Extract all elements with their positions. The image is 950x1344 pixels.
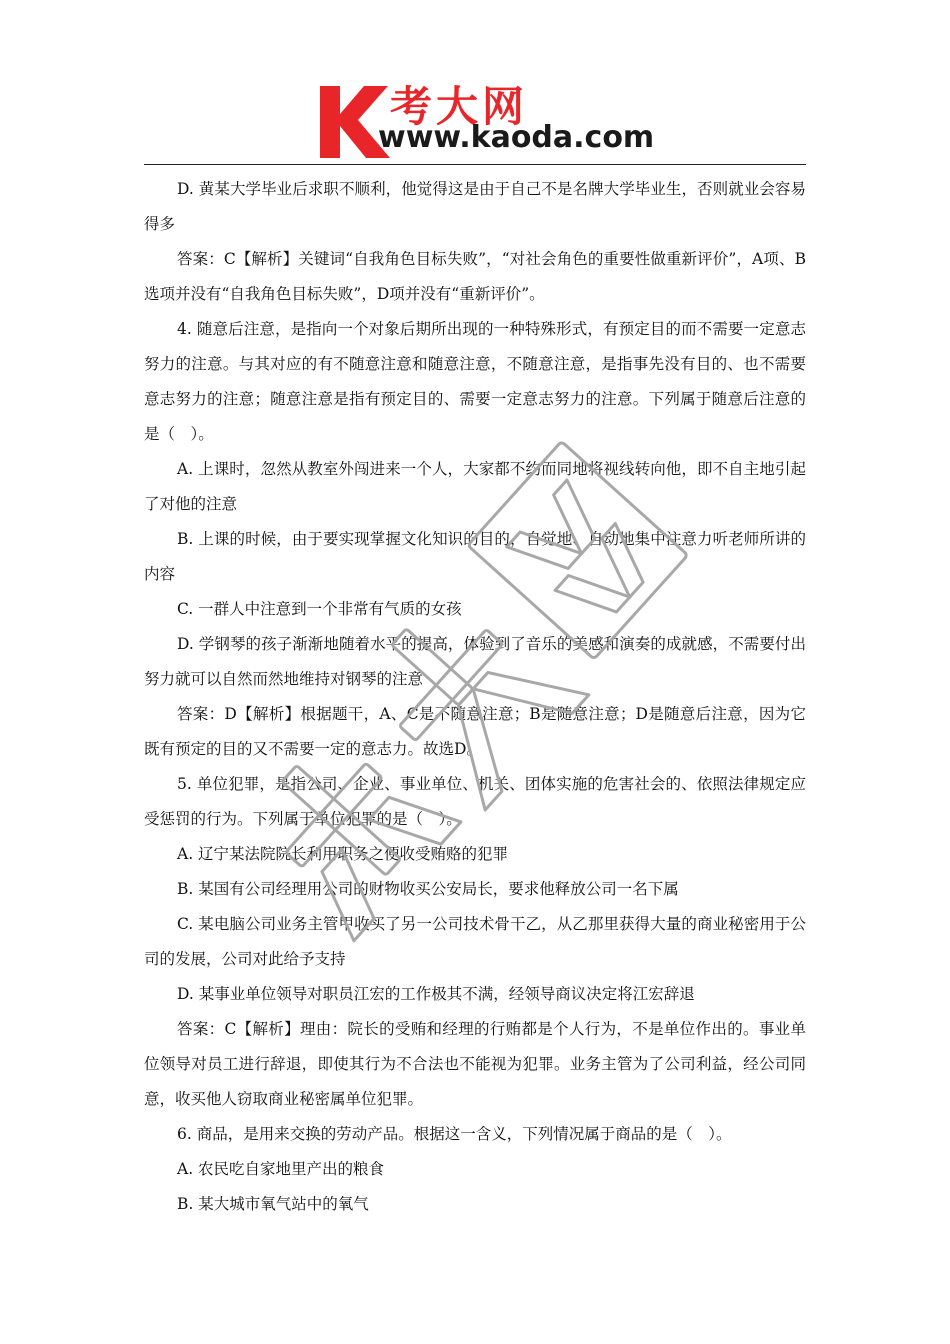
option-4c: C. 一群人中注意到一个非常有气质的女孩 [177,600,462,618]
option-3d: D. 黄某大学毕业后求职不顺利，他觉得这是由于自己不是名牌大学毕业生，否则就业会容易得多 [144,180,806,233]
option-5c: C. 某电脑公司业务主管甲收买了另一公司技术骨干乙，从乙那里获得大量的商业秘密用于公司的发展，公司对此给予支持 [144,915,806,968]
answer-5: 答案：C【解析】理由：院长的受贿和经理的行贿都是个人行为，不是单位作出的。事业单位领导对员工进行辞退，即使其行为不合法也不能视为犯罪。业务主管为了公司利益，经公司同意，收买他人窃取商业秘密属单位犯罪。 [144,1020,806,1108]
logo-chinese-text: 考大网 [390,82,529,131]
option-6b: B. 某大城市氧气站中的氧气 [177,1195,369,1213]
option-5a: A. 辽宁某法院院长利用职务之便收受贿赂的犯罪 [177,845,509,863]
site-logo [318,80,655,160]
option-4d: D. 学钢琴的孩子渐渐地随着水平的提高，体验到了音乐的美感和演奏的成就感，不需要付出努力就可以自然而然地维持对钢琴的注意 [144,635,806,688]
option-4b: B. 上课的时候，由于要实现掌握文化知识的目的，自觉地、自动地集中注意力听老师所讲的内容 [144,530,806,583]
header-divider [144,164,806,165]
option-5d: D. 某事业单位领导对职员江宏的工作极其不满，经领导商议决定将江宏辞退 [177,985,695,1003]
question-6: 6. 商品，是用来交换的劳动产品。根据这一含义，下列情况属于商品的是（ ）。 [177,1125,732,1143]
document-body [144,172,806,1222]
option-5b: B. 某国有公司经理用公司的财物收买公安局长，要求他释放公司一名下属 [177,880,679,898]
option-6a: A. 农民吃自家地里产出的粮食 [177,1160,385,1178]
logo-url-text: www.kaoda.com [378,120,655,155]
question-4: 4. 随意后注意，是指向一个对象后期所出现的一种特殊形式，有预定目的而不需要一定意志努力的注意。与其对应的有不随意注意和随意注意，不随意注意，是指事先没有目的、也不需要意志努力的注意；随意注意是指有预定目的、需要一定意志努力的注意。下列属于随意后注意的是（ ）。 [144,320,806,443]
answer-4: 答案：D【解析】根据题干，A、C是不随意注意；B是随意注意；D是随意后注意，因为它既有预定的目的又不需要一定的意志力。故选D。 [144,705,806,758]
answer-3: 答案：C【解析】关键词“自我角色目标失败”，“对社会角色的重要性做重新评价”，A项、B选项并没有“自我角色目标失败”，D项并没有“重新评价”。 [144,250,806,303]
question-5: 5. 单位犯罪，是指公司、企业、事业单位、机关、团体实施的危害社会的、依照法律规定应受惩罚的行为。下列属于单位犯罪的是（ ）。 [144,775,806,828]
option-4a: A. 上课时，忽然从教室外闯进来一个人，大家都不约而同地将视线转向他，即不自主地引起了对他的注意 [144,460,806,513]
